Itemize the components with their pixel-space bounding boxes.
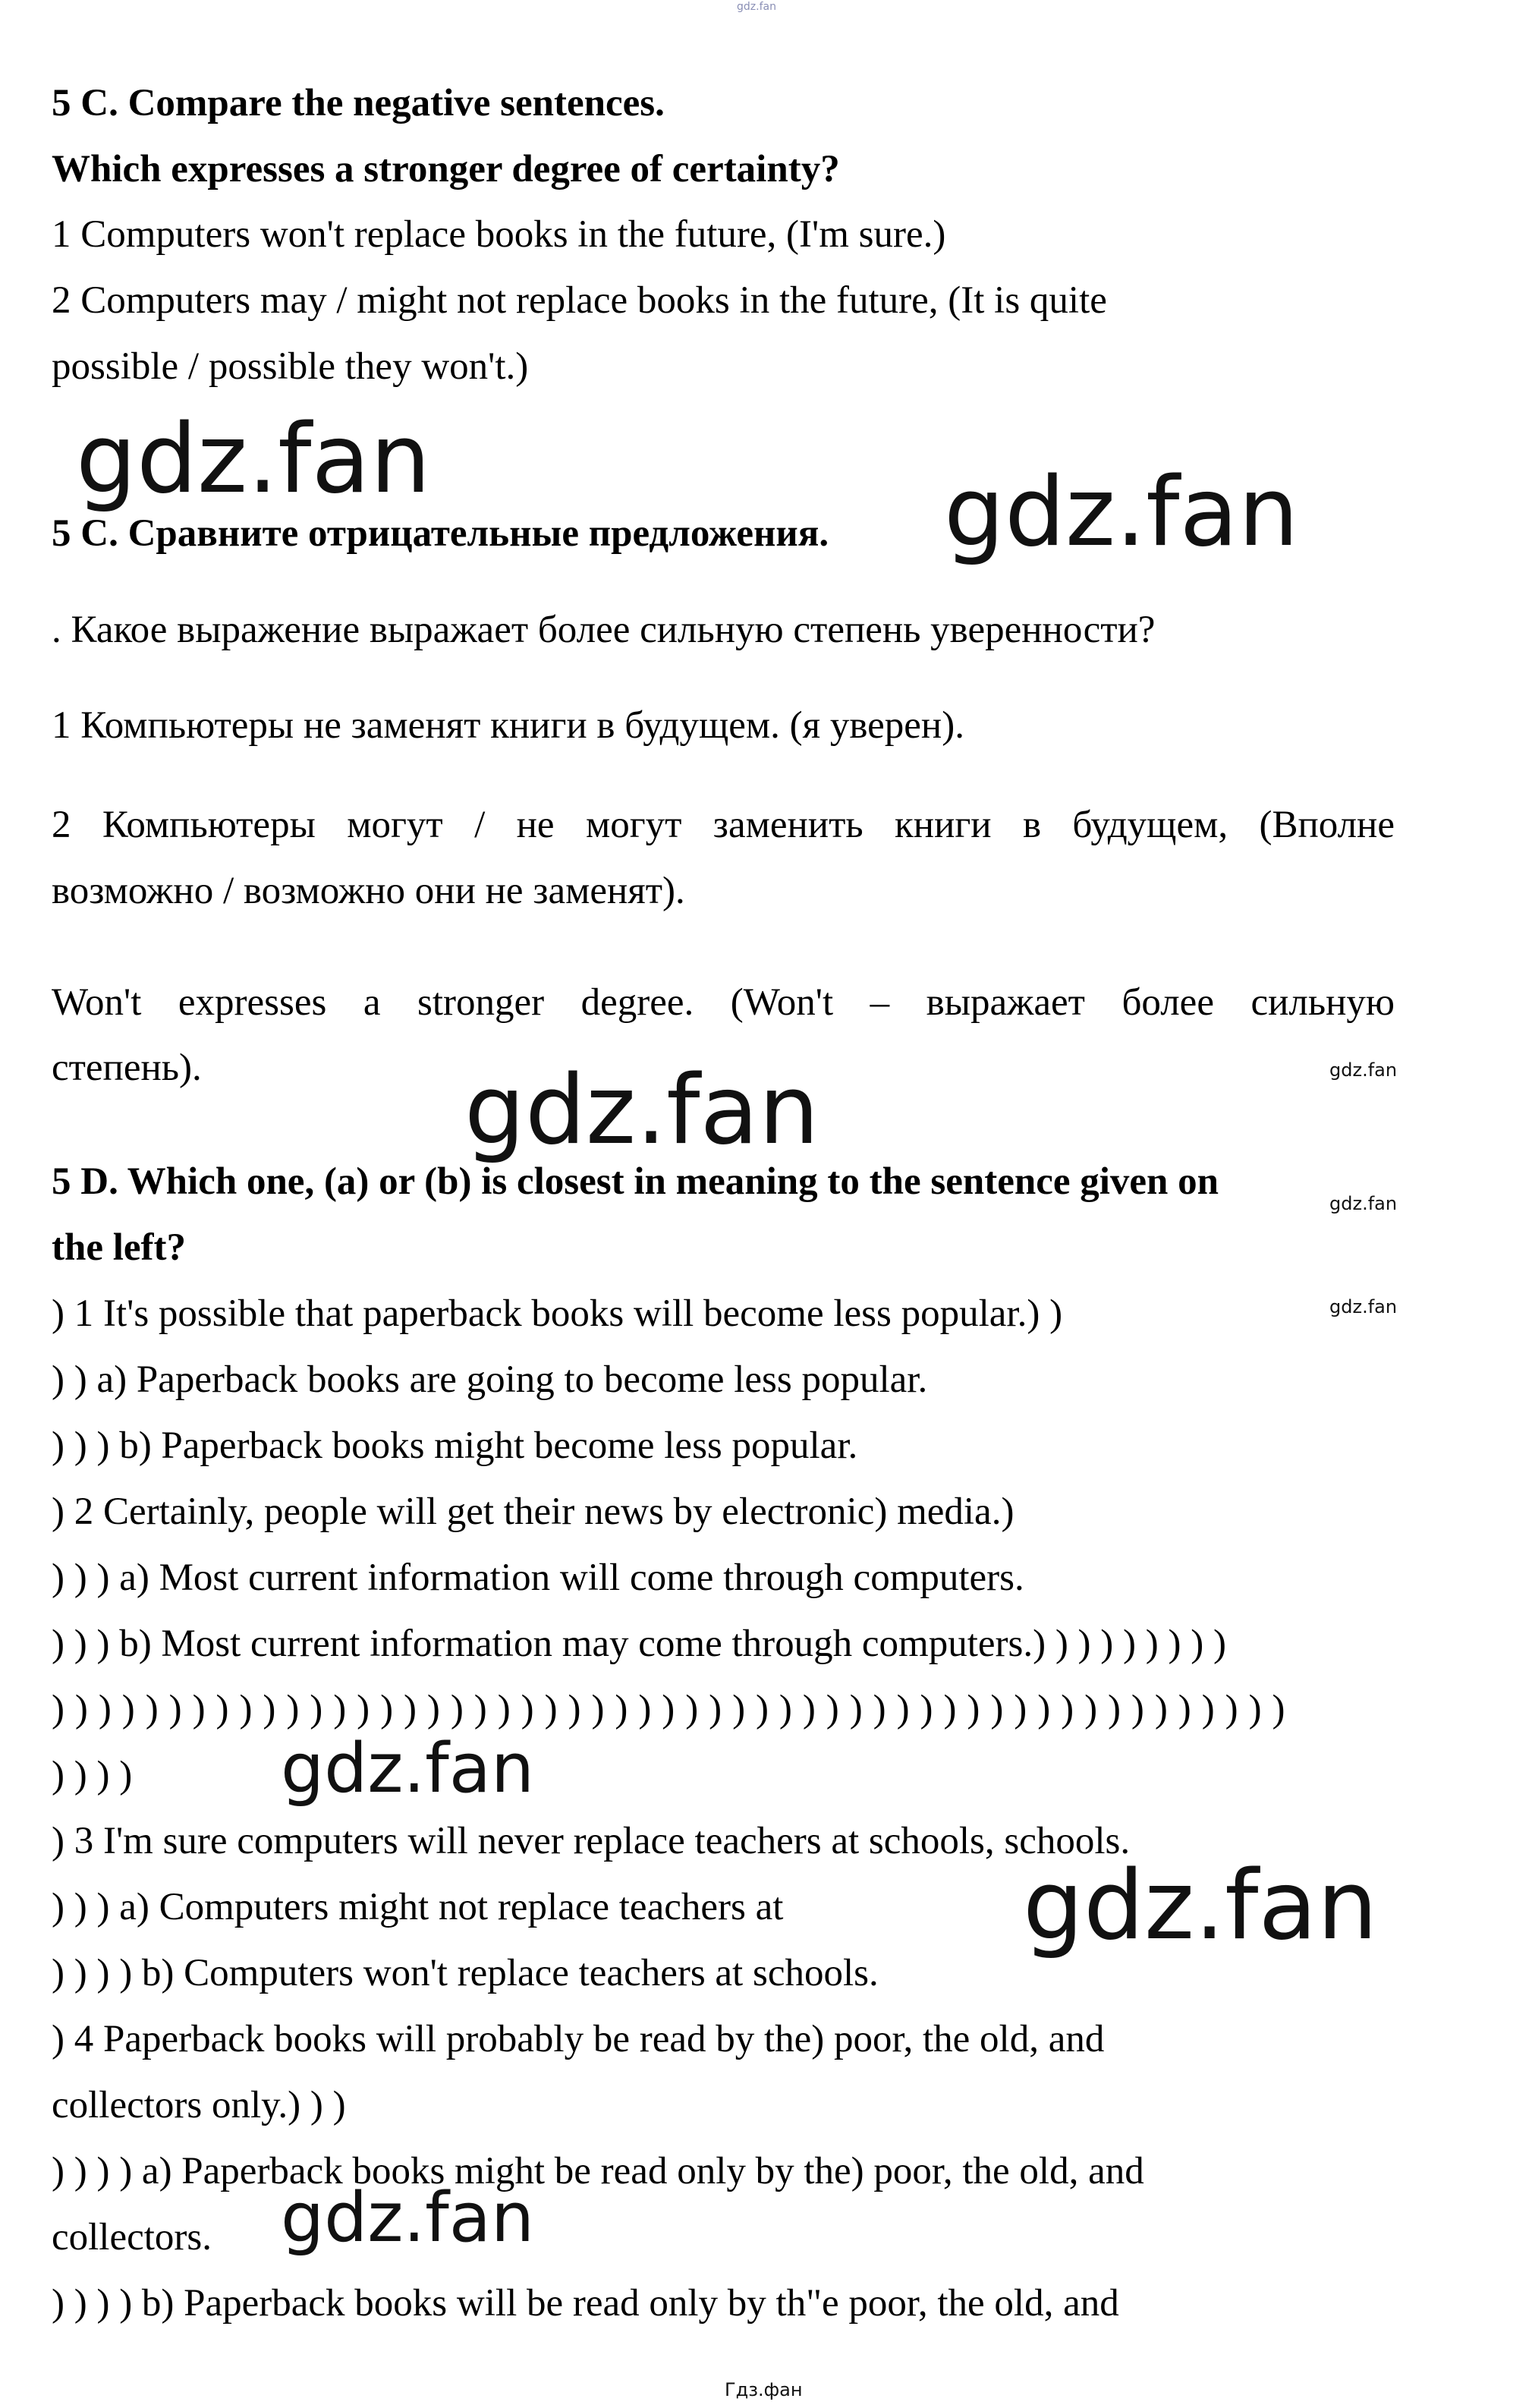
section-5c-item-2-line-2: possible / possible they won't.) (52, 345, 529, 388)
exercise-line: ) 4 Paperback books will probably be read by the) poor, the old, and (52, 2018, 1105, 2060)
top-watermark: gdz.fan (737, 1, 776, 13)
exercise-line: ) ) ) b) Most current information may come through computers.) ) ) ) ) ) ) ) ) (52, 1623, 1226, 1665)
watermark-big-4: gdz.fan (1023, 1849, 1378, 1961)
exercise-line: ) ) ) ) b) Computers won't replace teachers at schools. (52, 1952, 879, 1994)
exercise-line: collectors only.) ) ) (52, 2084, 346, 2126)
watermark-big-3: gdz.fan (464, 1054, 819, 1166)
watermark-small-1: gdz.fan (1329, 1059, 1398, 1081)
section-5c-ru-item-1: 1 Компьютеры не заменят книги в будущем. (я уверен). (52, 704, 964, 747)
section-5c-item-2-line-1: 2 Computers may / might not replace books in the future, (It is quite (52, 279, 1107, 322)
section-5d-heading-line-2: the left? (52, 1226, 187, 1269)
section-5c-item-1: 1 Computers won't replace books in the future, (I'm sure.) (52, 213, 946, 256)
watermark-big-1: gdz.fan (76, 403, 431, 515)
section-5c-ru-answer-line-2: степень). (52, 1047, 202, 1089)
section-5c-ru-item-2-line-1: 2 Компьютеры могут / не могут заменить книги в будущем, (Вполне (52, 804, 1395, 846)
watermark-small-3: gdz.fan (1329, 1296, 1398, 1317)
exercise-line: ) ) ) ) a) Paperback books might be read only by the) poor, the old, and (52, 2150, 1144, 2192)
section-5c-ru-answer-line-1: Won't expresses a stronger degree. (Won't – выражает более сильную (52, 981, 1395, 1024)
exercise-line: ) ) ) a) Most current information will come through computers. (52, 1557, 1024, 1599)
section-5c-question: Which expresses a stronger degree of certainty? (52, 148, 840, 190)
exercise-line: ) ) ) b) Paperback books might become less popular. (52, 1424, 858, 1467)
section-5c-ru-question: . Какое выражение выражает более сильную степень уверенности? (52, 609, 1156, 651)
watermark-small-2: gdz.fan (1329, 1193, 1398, 1214)
section-5c-heading: 5 C. Compare the negative sentences. (52, 82, 665, 124)
exercise-line: ) ) a) Paperback books are going to become less popular. (52, 1358, 928, 1401)
exercise-line: ) ) ) ) b) Paperback books will be read only by th"e poor, the old, and (52, 2282, 1119, 2325)
section-5d-heading-line-1: 5 D. Which one, (a) or (b) is closest in meaning to the sentence given on (52, 1160, 1219, 1203)
footer-watermark: Гдз.фан (725, 2379, 803, 2400)
exercise-line: ) 1 It's possible that paperback books will become less popular.) ) (52, 1292, 1063, 1335)
watermark-big-2: gdz.fan (944, 456, 1299, 568)
exercise-line: ) 2 Certainly, people will get their news by electronic) media.) (52, 1490, 1015, 1533)
exercise-line: ) 3 I'm sure computers will never replace teachers at schools, schools. (52, 1820, 1131, 1862)
exercise-line: ) ) ) a) Computers might not replace teachers at (52, 1886, 784, 1928)
section-5c-ru-heading: 5 C. Сравните отрицательные предложения. (52, 512, 829, 555)
exercise-line: ) ) ) ) (52, 1754, 133, 1796)
watermark-medium-2: gdz.fan (281, 2178, 534, 2258)
exercise-line: collectors. (52, 2216, 212, 2258)
section-5c-ru-item-2-line-2: возможно / возможно они не заменят). (52, 870, 685, 912)
exercise-line: ) ) ) ) ) ) ) ) ) ) ) ) ) ) ) ) ) ) ) ) ) ) ) ) ) ) ) ) ) ) ) ) ) ) ) ) ) ) ) ) ) ) ) ) ) ) ) ) ) ) ) ) ) (52, 1688, 1286, 1730)
watermark-medium-1: gdz.fan (281, 1729, 534, 1808)
